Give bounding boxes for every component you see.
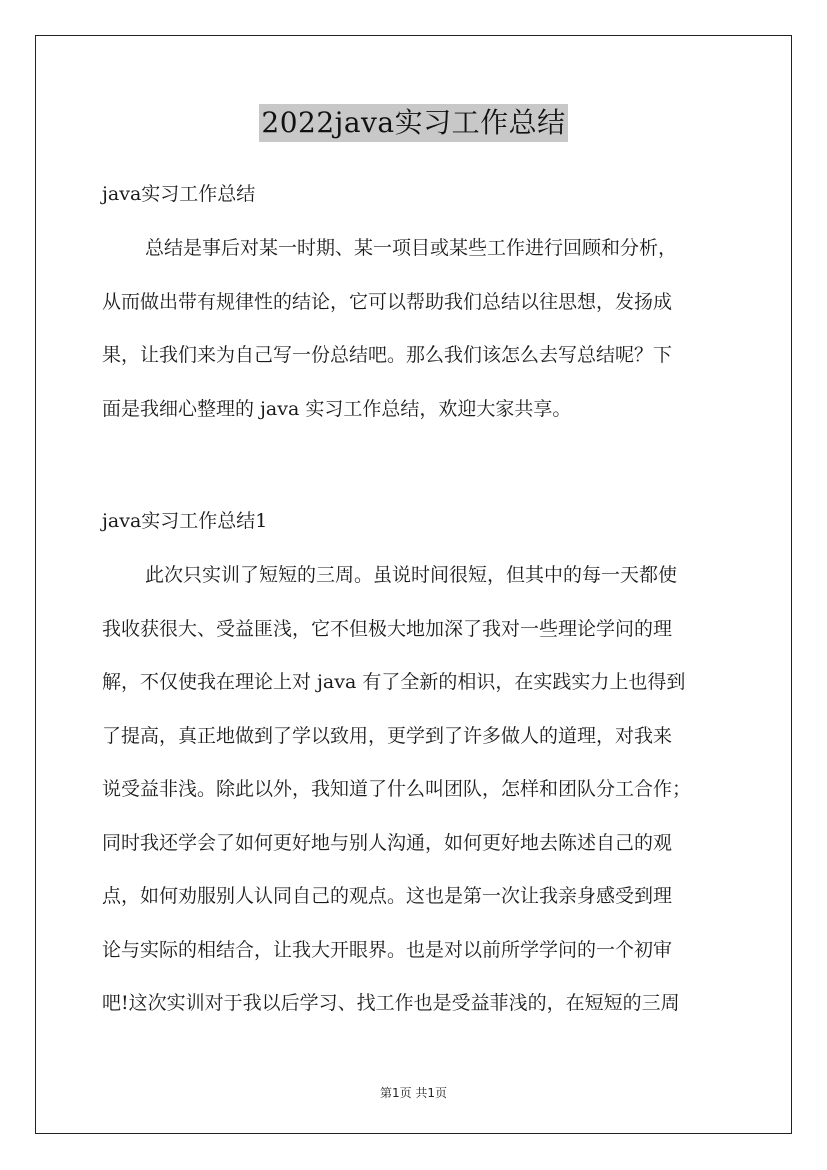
paragraph-line: 我收获很大、受益匪浅，它不但极大地加深了我对一些理论学问的理 [102, 617, 673, 640]
paragraph-line: 解，不仅使我在理论上对 java 有了全新的相识，在实践实力上也得到 [102, 671, 686, 693]
paragraph-line: 了提高，真正地做到了学以致用，更学到了许多做人的道理，对我来 [102, 724, 673, 747]
document-title: 2022java实习工作总结 [259, 104, 567, 142]
paragraph-line: 总结是事后对某一时期、某一项目或某些工作进行回顾和分析， [145, 237, 678, 259]
page-number-footer: 第1页 共1页 [379, 1086, 448, 1100]
section1-heading-text: java实习工作总结1 [102, 510, 268, 532]
paragraph-line: 面是我细心整理的 java 实习工作总结，欢迎大家共享。 [102, 397, 572, 420]
paragraph-line: 同时我还学会了如何更好地与别人沟通，如何更好地去陈述自己的观 [102, 831, 673, 854]
paragraph-line: 果，让我们来为自己写一份总结吧。那么我们该怎么去写总结呢？下 [102, 344, 673, 366]
paragraph-line: 此次只实训了短短的三周。虽说时间很短，但其中的每一天都使 [145, 564, 678, 586]
paragraph-line: 吧!这次实训对于我以后学习、找工作也是受益菲浅的，在短短的三周 [102, 992, 680, 1014]
paragraph-line: 点，如何劝服别人认同自己的观点。这也是第一次让我亲身感受到理 [102, 885, 673, 907]
section1-heading [102, 509, 732, 533]
paragraph-line: 论与实际的相结合，让我大开眼界。也是对以前所学学问的一个初审 [102, 938, 673, 961]
section1-paragraph [102, 563, 732, 1045]
intro-paragraph [102, 236, 732, 450]
title-container [0, 104, 827, 142]
paragraph-line: 从而做出带有规律性的结论，它可以帮助我们总结以往思想，发扬成 [102, 290, 673, 313]
intro-heading [102, 182, 732, 206]
intro-heading-text: java实习工作总结 [102, 183, 256, 205]
paragraph-line: 说受益非浅。除此以外，我知道了什么叫团队，怎样和团队分工合作； [102, 778, 692, 800]
